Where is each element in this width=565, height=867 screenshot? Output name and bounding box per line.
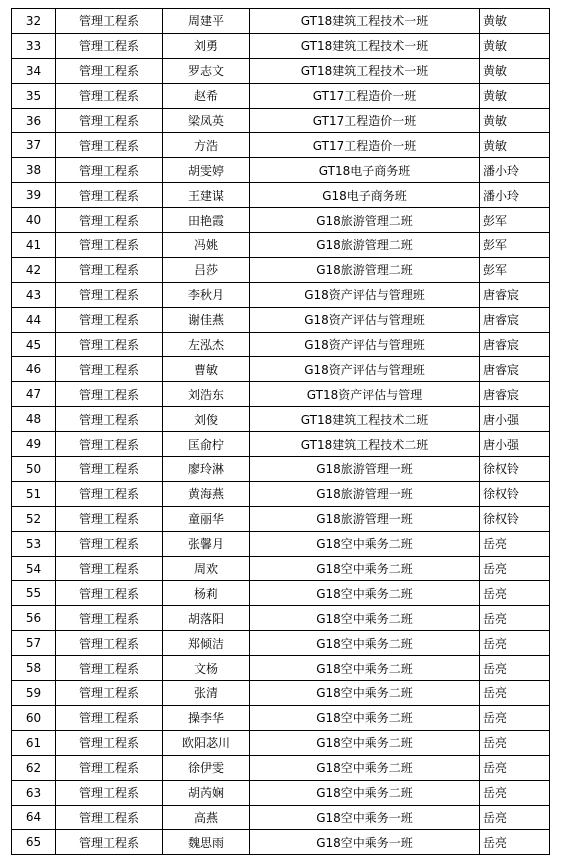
class-name-cell: GT18建筑工程技术二班 [250,432,480,457]
class-name-cell: G18空中乘务二班 [250,606,480,631]
row-number-cell: 62 [12,755,56,780]
table-row [12,183,550,208]
class-name-cell: G18空中乘务一班 [250,830,480,855]
row-number-cell: 43 [12,282,56,307]
row-number-cell: 46 [12,357,56,382]
table-row [12,481,550,506]
table-row [12,83,550,108]
class-name-cell: G18电子商务班 [250,183,480,208]
class-name-cell: G18资产评估与管理班 [250,332,480,357]
teacher-name-cell: 黄敏 [480,108,550,133]
row-number-cell: 36 [12,108,56,133]
teacher-name-cell: 黄敏 [480,33,550,58]
row-number-cell: 40 [12,208,56,233]
table-row [12,307,550,332]
table-row [12,506,550,531]
row-number-cell: 55 [12,581,56,606]
class-name-cell: G18旅游管理二班 [250,257,480,282]
department-cell: 管理工程系 [56,9,163,34]
class-name-cell: GT18建筑工程技术二班 [250,407,480,432]
teacher-name-cell: 徐权铃 [480,506,550,531]
table-row [12,730,550,755]
teacher-name-cell: 岳亮 [480,581,550,606]
department-cell: 管理工程系 [56,332,163,357]
teacher-name-cell: 唐睿宸 [480,357,550,382]
teacher-name-cell: 黄敏 [480,9,550,34]
department-cell: 管理工程系 [56,208,163,233]
class-name-cell: G18空中乘务一班 [250,805,480,830]
teacher-name-cell: 岳亮 [480,830,550,855]
table-row [12,606,550,631]
row-number-cell: 35 [12,83,56,108]
department-cell: 管理工程系 [56,407,163,432]
row-number-cell: 53 [12,531,56,556]
table-row [12,432,550,457]
student-name-cell: 张清 [163,681,250,706]
student-name-cell: 黄海燕 [163,481,250,506]
row-number-cell: 32 [12,9,56,34]
class-name-cell: G18空中乘务二班 [250,681,480,706]
teacher-name-cell: 徐权铃 [480,481,550,506]
class-name-cell: GT17工程造价一班 [250,83,480,108]
row-number-cell: 51 [12,481,56,506]
teacher-name-cell: 唐睿宸 [480,382,550,407]
department-cell: 管理工程系 [56,432,163,457]
table-row [12,656,550,681]
table-row [12,282,550,307]
student-name-cell: 魏思雨 [163,830,250,855]
table-row [12,705,550,730]
class-name-cell: G18资产评估与管理班 [250,357,480,382]
student-name-cell: 周欢 [163,556,250,581]
department-cell: 管理工程系 [56,357,163,382]
row-number-cell: 49 [12,432,56,457]
student-name-cell: 操李华 [163,705,250,730]
student-name-cell: 胡芮娴 [163,780,250,805]
department-cell: 管理工程系 [56,631,163,656]
department-cell: 管理工程系 [56,805,163,830]
department-cell: 管理工程系 [56,506,163,531]
row-number-cell: 37 [12,133,56,158]
table-row [12,382,550,407]
class-name-cell: GT17工程造价一班 [250,133,480,158]
student-name-cell: 刘勇 [163,33,250,58]
table-row [12,257,550,282]
department-cell: 管理工程系 [56,681,163,706]
table-row [12,581,550,606]
department-cell: 管理工程系 [56,33,163,58]
department-cell: 管理工程系 [56,481,163,506]
row-number-cell: 60 [12,705,56,730]
department-cell: 管理工程系 [56,58,163,83]
class-name-cell: G18空中乘务二班 [250,780,480,805]
teacher-name-cell: 岳亮 [480,780,550,805]
student-name-cell: 文杨 [163,656,250,681]
teacher-name-cell: 岳亮 [480,705,550,730]
class-name-cell: G18资产评估与管理班 [250,282,480,307]
student-name-cell: 李秋月 [163,282,250,307]
row-number-cell: 48 [12,407,56,432]
row-number-cell: 41 [12,233,56,258]
teacher-name-cell: 唐睿宸 [480,332,550,357]
row-number-cell: 65 [12,830,56,855]
student-name-cell: 赵希 [163,83,250,108]
student-name-cell: 刘浩东 [163,382,250,407]
row-number-cell: 47 [12,382,56,407]
student-name-cell: 胡落阳 [163,606,250,631]
teacher-name-cell: 岳亮 [480,656,550,681]
department-cell: 管理工程系 [56,282,163,307]
department-cell: 管理工程系 [56,830,163,855]
student-name-cell: 曹敏 [163,357,250,382]
class-name-cell: G18空中乘务二班 [250,730,480,755]
class-name-cell: G18空中乘务二班 [250,631,480,656]
row-number-cell: 59 [12,681,56,706]
department-cell: 管理工程系 [56,755,163,780]
teacher-name-cell: 黄敏 [480,133,550,158]
class-name-cell: G18空中乘务二班 [250,755,480,780]
table-row [12,357,550,382]
student-name-cell: 徐伊雯 [163,755,250,780]
row-number-cell: 52 [12,506,56,531]
table-row [12,208,550,233]
department-cell: 管理工程系 [56,133,163,158]
teacher-name-cell: 岳亮 [480,681,550,706]
teacher-name-cell: 黄敏 [480,83,550,108]
department-cell: 管理工程系 [56,581,163,606]
student-name-cell: 刘俊 [163,407,250,432]
table-row [12,133,550,158]
table-row [12,108,550,133]
department-cell: 管理工程系 [56,382,163,407]
student-name-cell: 周建平 [163,9,250,34]
table-row [12,830,550,855]
row-number-cell: 58 [12,656,56,681]
row-number-cell: 34 [12,58,56,83]
department-cell: 管理工程系 [56,656,163,681]
table-row [12,233,550,258]
row-number-cell: 33 [12,33,56,58]
table-row [12,556,550,581]
class-name-cell: G18旅游管理二班 [250,233,480,258]
row-number-cell: 64 [12,805,56,830]
department-cell: 管理工程系 [56,556,163,581]
student-name-cell: 廖玲淋 [163,457,250,482]
class-name-cell: G18空中乘务二班 [250,705,480,730]
row-number-cell: 54 [12,556,56,581]
roster-table [11,8,550,855]
class-name-cell: GT18建筑工程技术一班 [250,33,480,58]
table-row [12,9,550,34]
class-name-cell: GT18电子商务班 [250,158,480,183]
class-name-cell: G18空中乘务二班 [250,581,480,606]
row-number-cell: 39 [12,183,56,208]
student-name-cell: 罗志文 [163,58,250,83]
teacher-name-cell: 彭军 [480,257,550,282]
table-row [12,158,550,183]
department-cell: 管理工程系 [56,780,163,805]
teacher-name-cell: 唐睿宸 [480,307,550,332]
student-name-cell: 欧阳苾川 [163,730,250,755]
student-name-cell: 郑倾洁 [163,631,250,656]
teacher-name-cell: 岳亮 [480,631,550,656]
department-cell: 管理工程系 [56,307,163,332]
row-number-cell: 38 [12,158,56,183]
class-name-cell: G18空中乘务二班 [250,531,480,556]
table-row [12,780,550,805]
table-row [12,332,550,357]
table-row [12,531,550,556]
table-row [12,755,550,780]
table-row [12,407,550,432]
department-cell: 管理工程系 [56,257,163,282]
row-number-cell: 45 [12,332,56,357]
class-name-cell: G18旅游管理一班 [250,457,480,482]
student-name-cell: 方浩 [163,133,250,158]
row-number-cell: 44 [12,307,56,332]
student-name-cell: 田艳霞 [163,208,250,233]
teacher-name-cell: 唐睿宸 [480,282,550,307]
department-cell: 管理工程系 [56,233,163,258]
student-name-cell: 高燕 [163,805,250,830]
teacher-name-cell: 黄敏 [480,58,550,83]
teacher-name-cell: 徐权铃 [480,457,550,482]
row-number-cell: 56 [12,606,56,631]
student-name-cell: 匡俞柠 [163,432,250,457]
student-name-cell: 吕莎 [163,257,250,282]
teacher-name-cell: 岳亮 [480,606,550,631]
table-row [12,631,550,656]
department-cell: 管理工程系 [56,606,163,631]
student-name-cell: 张馨月 [163,531,250,556]
class-name-cell: G18空中乘务二班 [250,656,480,681]
class-name-cell: G18资产评估与管理班 [250,307,480,332]
teacher-name-cell: 潘小玲 [480,183,550,208]
teacher-name-cell: 彭军 [480,233,550,258]
row-number-cell: 42 [12,257,56,282]
table-row [12,58,550,83]
student-name-cell: 左泓杰 [163,332,250,357]
student-name-cell: 冯姚 [163,233,250,258]
table-row [12,805,550,830]
class-name-cell: GT18建筑工程技术一班 [250,9,480,34]
row-number-cell: 50 [12,457,56,482]
teacher-name-cell: 岳亮 [480,730,550,755]
department-cell: 管理工程系 [56,158,163,183]
department-cell: 管理工程系 [56,108,163,133]
class-name-cell: GT18资产评估与管理 [250,382,480,407]
teacher-name-cell: 岳亮 [480,531,550,556]
class-name-cell: G18空中乘务二班 [250,556,480,581]
teacher-name-cell: 唐小强 [480,432,550,457]
department-cell: 管理工程系 [56,457,163,482]
class-name-cell: G18旅游管理一班 [250,481,480,506]
student-name-cell: 童丽华 [163,506,250,531]
teacher-name-cell: 唐小强 [480,407,550,432]
student-name-cell: 王建谋 [163,183,250,208]
table-row [12,681,550,706]
teacher-name-cell: 岳亮 [480,805,550,830]
class-name-cell: GT18建筑工程技术一班 [250,58,480,83]
student-name-cell: 谢佳燕 [163,307,250,332]
department-cell: 管理工程系 [56,183,163,208]
class-name-cell: G18旅游管理一班 [250,506,480,531]
row-number-cell: 61 [12,730,56,755]
department-cell: 管理工程系 [56,730,163,755]
class-name-cell: GT17工程造价一班 [250,108,480,133]
table-row [12,457,550,482]
teacher-name-cell: 岳亮 [480,755,550,780]
department-cell: 管理工程系 [56,705,163,730]
class-name-cell: G18旅游管理二班 [250,208,480,233]
student-name-cell: 梁凤英 [163,108,250,133]
department-cell: 管理工程系 [56,83,163,108]
department-cell: 管理工程系 [56,531,163,556]
teacher-name-cell: 潘小玲 [480,158,550,183]
teacher-name-cell: 岳亮 [480,556,550,581]
table-row [12,33,550,58]
student-name-cell: 杨莉 [163,581,250,606]
row-number-cell: 57 [12,631,56,656]
row-number-cell: 63 [12,780,56,805]
roster-body [12,9,550,855]
student-name-cell: 胡雯婷 [163,158,250,183]
teacher-name-cell: 彭军 [480,208,550,233]
